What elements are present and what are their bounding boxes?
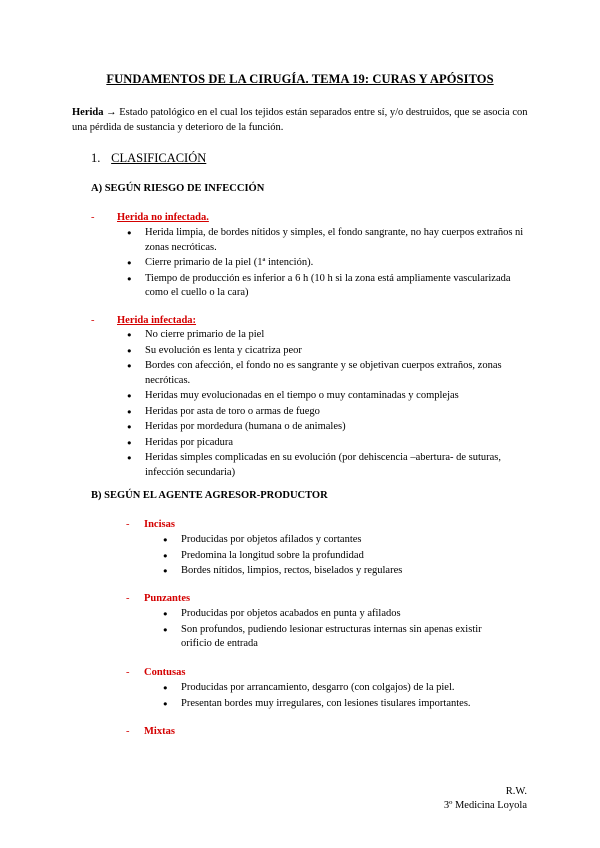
footer-initials: R.W. (505, 786, 527, 797)
group-label: Contusas (144, 667, 186, 678)
list-item: ● Heridas por picadura (127, 436, 535, 451)
dash-marker: - (91, 315, 95, 326)
subheading-a: A) SEGÚN RIESGO DE INFECCIÓN (91, 183, 265, 194)
bullet-list-a1 (127, 328, 535, 481)
bullet-list-b1 (163, 607, 508, 653)
bullet-list-a0 (127, 226, 535, 302)
list-item: ● Su evolución es lenta y cicatriza peor (127, 344, 535, 359)
dash-marker: - (126, 726, 130, 737)
list-item: ● Heridas muy evolucionadas en el tiempo o muy contaminadas y complejas (127, 389, 535, 404)
list-item: ● Producidas por objetos afilados y cortantes (163, 533, 533, 548)
section-number: 1. (91, 151, 101, 165)
group-label-b3 (126, 725, 175, 740)
list-item: ● Cierre primario de la piel (1ª intención). (127, 256, 535, 271)
list-item: ● Heridas por asta de toro o armas de fuego (127, 405, 535, 420)
group-label-b2 (126, 666, 185, 681)
list-item: ● Producidas por objetos acabados en punta y afilados (163, 607, 508, 622)
list-item: ● Producidas por arrancamiento, desgarro (con colgajos) de la piel. (163, 681, 533, 696)
intro-text: Estado patológico en el cual los tejidos están separados entre sí, y/o destruidos, que se asocia con una pérdida de sustancia y deterioro de la función. (72, 107, 528, 133)
dash-marker: - (126, 593, 130, 604)
page-title: FUNDAMENTOS DE LA CIRUGÍA. TEMA 19: CURAS Y APÓSITOS (106, 72, 494, 86)
intro-paragraph (72, 106, 532, 135)
list-item: ● No cierre primario de la piel (127, 328, 535, 343)
list-item: ● Presentan bordes muy irregulares, con lesiones tisulares importantes. (163, 697, 533, 712)
section-heading (91, 151, 206, 166)
section-label: CLASIFICACIÓN (111, 151, 207, 165)
list-item: ● Heridas por mordedura (humana o de animales) (127, 420, 535, 435)
group-label: Incisas (144, 519, 175, 530)
list-item: ● Bordes nítidos, limpios, rectos, biselados y regulares (163, 564, 533, 579)
group-label: Mixtas (144, 726, 175, 737)
bullet-list-b2 (163, 681, 533, 712)
footer-course: 3º Medicina Loyola (443, 800, 527, 811)
group-label: Herida infectada: (117, 315, 197, 326)
group-label: Herida no infectada. (117, 212, 209, 223)
group-label: Punzantes (144, 593, 191, 604)
group-label-a0 (91, 211, 209, 226)
list-item: ● Herida limpia, de bordes nítidos y simples, el fondo sangrante, no hay cuerpos extraños ni zonas necróticas. (127, 226, 535, 255)
list-item: ● Predomina la longitud sobre la profundidad (163, 549, 533, 564)
group-label-a1 (91, 314, 196, 329)
dash-marker: - (126, 519, 130, 530)
group-label-b1 (126, 592, 190, 607)
dash-marker: - (126, 667, 130, 678)
list-item: ● Son profundos, pudiendo lesionar estructuras internas sin apenas existir orificio de entrada (163, 623, 508, 652)
group-label-b0 (126, 518, 175, 533)
arrow-icon: → (106, 107, 117, 118)
subheading-b: B) SEGÚN EL AGENTE AGRESOR-PRODUCTOR (91, 490, 328, 501)
list-item: ● Heridas simples complicadas en su evolución (por dehiscencia –abertura- de suturas, infección secundaria) (127, 451, 535, 480)
list-item: ● Tiempo de producción es inferior a 6 h (10 h si la zona está ampliamente vascularizada como el cuello o la cara) (127, 272, 535, 301)
dash-marker: - (91, 212, 95, 223)
list-item: ● Bordes con afección, el fondo no es sangrante y se objetivan cuerpos extraños, zonas necróticas. (127, 359, 535, 388)
intro-term: Herida (72, 107, 104, 118)
bullet-list-b0 (163, 533, 533, 580)
